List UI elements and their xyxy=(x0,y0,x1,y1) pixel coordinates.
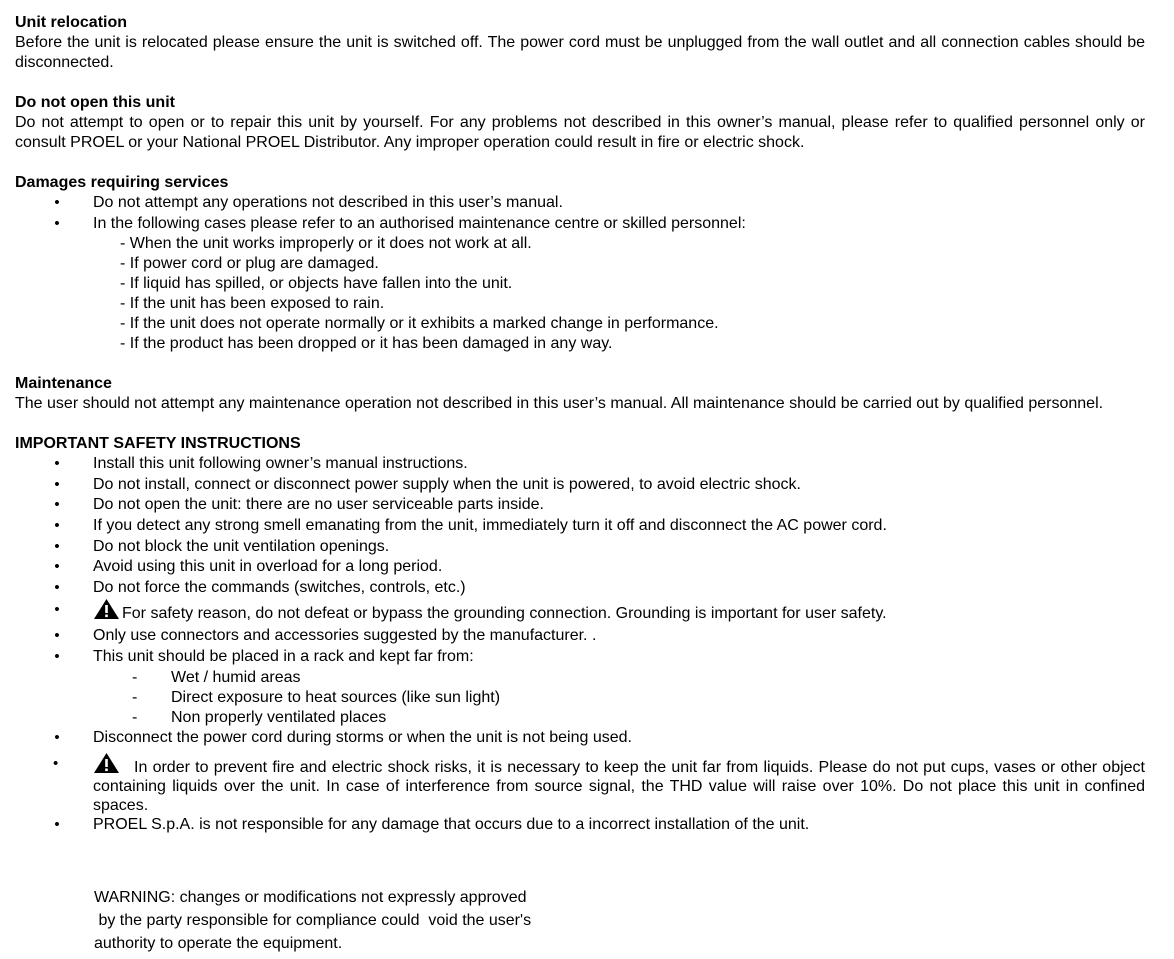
list-item-text: Only use connectors and accessories suggested by the manufacturer. . xyxy=(93,627,597,645)
case-item: - If the unit has been exposed to rain. xyxy=(120,295,385,313)
keep-far-from-list xyxy=(93,668,1145,728)
safety-section xyxy=(15,434,1145,836)
list-item xyxy=(15,598,1145,626)
dash-glyph: - xyxy=(132,708,138,726)
case-item: - If liquid has spilled, or objects have fallen into the unit. xyxy=(120,275,513,293)
list-item xyxy=(15,557,1145,578)
bullet-glyph: • xyxy=(54,496,60,514)
list-item-text: For safety reason, do not defeat or bypass the grounding connection. Grounding is important for user safety. xyxy=(122,605,887,623)
list-item-text: In order to prevent fire and electric shock risks, it is necessary to keep the unit far from liquids. Please do not put cups, vases or other object containing liquids over the unit. In case of interference from source signal, the THD value will raise over 10%. Do not place this unit in confined spaces. xyxy=(93,759,1145,815)
warning-line: by the party responsible for compliance could void the user's xyxy=(94,912,532,929)
bullet-glyph: • xyxy=(54,455,60,473)
bullet-glyph: • xyxy=(54,816,60,834)
bullet-glyph: • xyxy=(54,537,60,555)
do-not-open-section xyxy=(15,93,1145,153)
warning-triangle-icon xyxy=(93,752,120,774)
dash-glyph: - xyxy=(132,688,138,706)
list-item xyxy=(15,537,1145,558)
bullet-glyph: • xyxy=(54,516,60,534)
list-item-text: Do not block the unit ventilation openings. xyxy=(93,537,390,555)
maintenance-heading: Maintenance xyxy=(15,375,112,393)
list-item-text: Wet / humid areas xyxy=(171,668,301,686)
list-item xyxy=(15,495,1145,516)
list-item xyxy=(15,516,1145,537)
list-item xyxy=(93,688,1145,708)
list-item xyxy=(15,454,1145,475)
list-item-text: Disconnect the power cord during storms or when the unit is not being used. xyxy=(93,728,632,746)
list-item-text: In the following cases please refer to an authorised maintenance centre or skilled personnel: xyxy=(93,214,746,232)
bullet-glyph: • xyxy=(54,627,60,645)
case-item: - If the product has been dropped or it has been damaged in any way. xyxy=(120,335,613,353)
list-item-text: Non properly ventilated places xyxy=(171,708,387,726)
maintenance-section xyxy=(15,374,1145,414)
list-item-text: Do not force the commands (switches, controls, etc.) xyxy=(93,578,466,596)
dash-glyph: - xyxy=(132,668,138,686)
list-item-text: Install this unit following owner’s manual instructions. xyxy=(93,455,468,473)
damage-cases-list xyxy=(93,234,1145,354)
list-item xyxy=(15,728,1145,749)
case-item: - If power cord or plug are damaged. xyxy=(120,255,379,273)
list-item xyxy=(15,626,1145,647)
case-item: - If the unit does not operate normally or it exhibits a marked change in performance. xyxy=(120,315,719,333)
bullet-glyph: • xyxy=(54,194,60,211)
warning-line: authority to operate the equipment. xyxy=(94,935,343,952)
bullet-glyph: • xyxy=(54,601,60,619)
bullet-glyph: • xyxy=(54,558,60,576)
list-item xyxy=(15,578,1145,599)
list-item xyxy=(15,193,1145,214)
list-item-text: This unit should be placed in a rack and kept far from: xyxy=(93,647,474,665)
fcc-warning-notice xyxy=(94,886,531,955)
list-item xyxy=(15,647,1145,728)
bullet-glyph: • xyxy=(54,728,60,746)
unit-relocation-heading: Unit relocation xyxy=(15,14,128,31)
do-not-open-heading: Do not open this unit xyxy=(15,94,175,111)
bullet-glyph: • xyxy=(54,214,60,232)
list-item xyxy=(15,214,1145,355)
bullet-glyph: • xyxy=(54,647,60,665)
document-page xyxy=(15,13,1145,836)
do-not-open-text: Do not attempt to open or to repair this unit by yourself. For any problems not described in this owner’s manual, please refer to qualified personnel only or consult PROEL or your National PROEL Distributor. Any improper operation could result in fire or electric shock. xyxy=(15,114,1145,151)
list-item xyxy=(15,475,1145,496)
list-item xyxy=(15,748,1145,815)
maintenance-text: The user should not attempt any maintenance operation not described in this user’s manual. All maintenance should be carried out by qualified personnel. xyxy=(15,395,1104,413)
list-item-text: Do not install, connect or disconnect power supply when the unit is powered, to avoid electric shock. xyxy=(93,475,801,493)
damages-list xyxy=(15,193,1145,354)
unit-relocation-section xyxy=(15,13,1145,73)
damages-section xyxy=(15,173,1145,354)
bullet-glyph: • xyxy=(53,755,59,773)
list-item-text: PROEL S.p.A. is not responsible for any damage that occurs due to a incorrect installation of the unit. xyxy=(93,816,810,834)
damages-heading: Damages requiring services xyxy=(15,174,229,191)
warning-triangle-icon xyxy=(93,598,120,620)
list-item-text: Avoid using this unit in overload for a long period. xyxy=(93,558,443,576)
list-item-text: If you detect any strong smell emanating from the unit, immediately turn it off and disconnect the AC power cord. xyxy=(93,516,887,534)
list-item xyxy=(93,668,1145,688)
bullet-glyph: • xyxy=(54,475,60,493)
safety-list xyxy=(15,454,1145,836)
list-item-text: Direct exposure to heat sources (like sun light) xyxy=(171,688,501,706)
unit-relocation-text: Before the unit is relocated please ensure the unit is switched off. The power cord must be unplugged from the wall outlet and all connection cables should be disconnected. xyxy=(15,34,1145,71)
list-item-text: Do not attempt any operations not described in this user’s manual. xyxy=(93,194,563,211)
safety-heading: IMPORTANT SAFETY INSTRUCTIONS xyxy=(15,435,301,453)
case-item: - When the unit works improperly or it does not work at all. xyxy=(120,235,532,253)
warning-line: WARNING: changes or modifications not expressly approved xyxy=(94,889,527,906)
list-item xyxy=(93,708,1145,728)
list-item-text: Do not open the unit: there are no user serviceable parts inside. xyxy=(93,496,544,514)
bullet-glyph: • xyxy=(54,578,60,596)
list-item xyxy=(15,815,1145,836)
